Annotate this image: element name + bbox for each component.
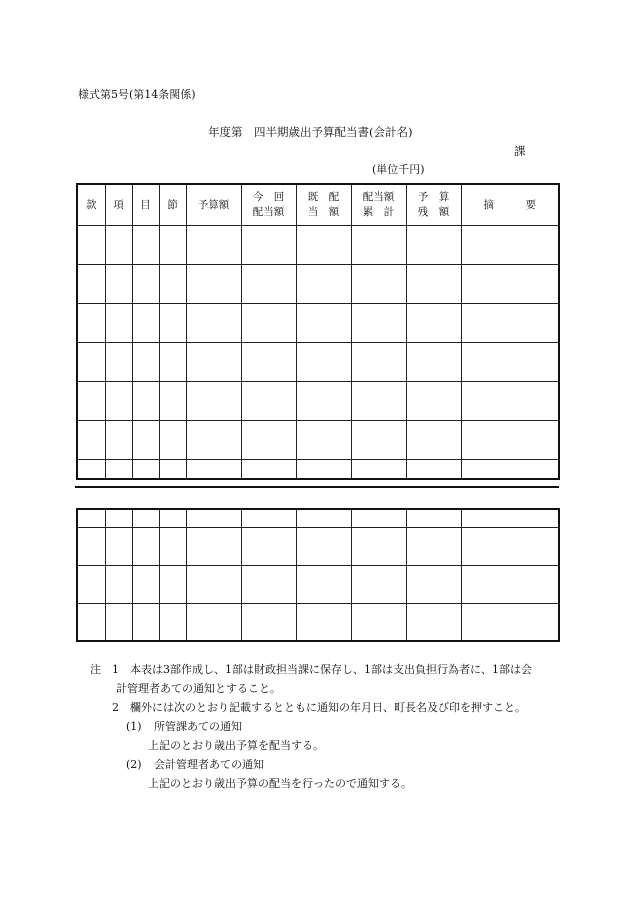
entry-cell[interactable] [406, 460, 461, 479]
entry-cell[interactable] [461, 527, 559, 565]
note-1-text: 本表は3部作成し、1部は財政担当課に保存し、1部は支出負担行為者に、1部は会 [130, 663, 532, 676]
top-table-row [77, 421, 559, 460]
entry-cell[interactable] [351, 226, 406, 265]
entry-cell[interactable] [461, 382, 559, 421]
column-header-3 [159, 184, 186, 226]
entry-cell[interactable] [461, 565, 559, 603]
note-label: 注 [90, 663, 101, 676]
column-header-line1: 摘 要 [483, 198, 536, 211]
column-header-line1: 款 [86, 198, 97, 211]
entry-cell[interactable] [461, 304, 559, 343]
entry-cell[interactable] [241, 421, 296, 460]
column-header-2 [132, 184, 159, 226]
entry-cell[interactable] [77, 527, 105, 565]
subnote-2-body: 上記のとおり歳出予算の配当を行ったので通知する。 [148, 777, 412, 790]
note-1-text-cont: 計管理者あての通知とすること。 [116, 682, 281, 695]
entry-cell[interactable] [105, 565, 132, 603]
entry-cell[interactable] [241, 304, 296, 343]
entry-cell[interactable] [296, 603, 351, 641]
column-header-line1: 目 [140, 198, 151, 211]
entry-cell[interactable] [296, 265, 351, 304]
entry-cell[interactable] [296, 226, 351, 265]
entry-cell[interactable] [132, 226, 159, 265]
column-header-5 [241, 184, 296, 226]
entry-cell[interactable] [105, 509, 132, 527]
allocation-table-bottom [76, 508, 560, 642]
entry-cell[interactable] [351, 509, 406, 527]
entry-cell[interactable] [296, 527, 351, 565]
note-2-text: 欄外には次のとおり記載するとともに通知の年月日、町長名及び印を押すこと。 [130, 701, 526, 714]
entry-cell[interactable] [241, 343, 296, 382]
entry-cell[interactable] [77, 509, 105, 527]
entry-cell[interactable] [105, 304, 132, 343]
entry-cell[interactable] [241, 565, 296, 603]
entry-cell[interactable] [159, 421, 186, 460]
column-header-line1: 既 配 [307, 191, 340, 203]
table-header-row [77, 184, 559, 226]
entry-cell[interactable] [159, 265, 186, 304]
entry-cell[interactable] [406, 527, 461, 565]
entry-cell[interactable] [296, 460, 351, 479]
bottom-table-row [77, 527, 559, 565]
bottom-table-row [77, 509, 559, 527]
entry-cell[interactable] [461, 226, 559, 265]
entry-cell[interactable] [186, 460, 241, 479]
entry-cell[interactable] [351, 603, 406, 641]
top-table-row [77, 460, 559, 479]
column-header-0 [77, 184, 105, 226]
top-table-row [77, 265, 559, 304]
entry-cell[interactable] [132, 382, 159, 421]
entry-cell[interactable] [461, 509, 559, 527]
column-header-line2: 累 計 [362, 206, 395, 218]
entry-cell[interactable] [132, 509, 159, 527]
entry-cell[interactable] [296, 565, 351, 603]
column-header-1 [105, 184, 132, 226]
entry-cell[interactable] [351, 265, 406, 304]
entry-cell[interactable] [351, 460, 406, 479]
entry-cell[interactable] [351, 304, 406, 343]
note-2-number: 2 [112, 701, 119, 714]
entry-cell[interactable] [132, 265, 159, 304]
allocation-table-top [76, 183, 560, 480]
entry-cell[interactable] [105, 460, 132, 479]
subnote-1-body: 上記のとおり歳出予算を配当する。 [148, 739, 324, 752]
entry-cell[interactable] [132, 343, 159, 382]
subnote-1-number: (1) [126, 720, 142, 733]
top-table-row [77, 226, 559, 265]
subnote-2-title: 会計管理者あての通知 [154, 758, 264, 771]
entry-cell[interactable] [159, 603, 186, 641]
top-table-row [77, 382, 559, 421]
column-header-line2: 当 額 [307, 206, 340, 218]
unit-label: (単位千円) [372, 163, 425, 176]
entry-cell[interactable] [159, 226, 186, 265]
subnote-2-number: (2) [126, 758, 142, 771]
column-header-line1: 項 [113, 198, 124, 211]
entry-cell[interactable] [461, 460, 559, 479]
column-header-line1: 予算額 [197, 198, 230, 211]
entry-cell[interactable] [105, 382, 132, 421]
entry-cell[interactable] [461, 265, 559, 304]
note-1-number: 1 [112, 663, 119, 676]
entry-cell[interactable] [406, 421, 461, 460]
entry-cell[interactable] [186, 421, 241, 460]
top-table-row [77, 304, 559, 343]
entry-cell[interactable] [406, 565, 461, 603]
entry-cell[interactable] [77, 421, 105, 460]
entry-cell[interactable] [241, 226, 296, 265]
entry-cell[interactable] [186, 603, 241, 641]
bottom-table-row [77, 603, 559, 641]
entry-cell[interactable] [296, 304, 351, 343]
entry-cell[interactable] [241, 603, 296, 641]
entry-cell[interactable] [296, 421, 351, 460]
entry-cell[interactable] [159, 304, 186, 343]
entry-cell[interactable] [241, 509, 296, 527]
column-header-line1: 今 回 [252, 191, 285, 203]
entry-cell[interactable] [406, 226, 461, 265]
column-header-8 [406, 184, 461, 226]
column-header-line1: 配当額 [362, 191, 395, 203]
entry-cell[interactable] [77, 343, 105, 382]
column-header-4 [186, 184, 241, 226]
entry-cell[interactable] [186, 226, 241, 265]
top-table-row [77, 343, 559, 382]
entry-cell[interactable] [186, 304, 241, 343]
entry-cell[interactable] [77, 603, 105, 641]
entry-cell[interactable] [159, 343, 186, 382]
entry-cell[interactable] [351, 382, 406, 421]
entry-cell[interactable] [351, 565, 406, 603]
entry-cell[interactable] [461, 421, 559, 460]
entry-cell[interactable] [105, 226, 132, 265]
entry-cell[interactable] [159, 565, 186, 603]
entry-cell[interactable] [105, 527, 132, 565]
entry-cell[interactable] [241, 527, 296, 565]
entry-cell[interactable] [77, 565, 105, 603]
entry-cell[interactable] [77, 265, 105, 304]
entry-cell[interactable] [159, 460, 186, 479]
section-label: 課 [514, 144, 526, 158]
entry-cell[interactable] [77, 304, 105, 343]
column-header-line2: 配当額 [252, 206, 285, 218]
entry-cell[interactable] [406, 304, 461, 343]
entry-cell[interactable] [159, 382, 186, 421]
entry-cell[interactable] [132, 603, 159, 641]
entry-cell[interactable] [186, 565, 241, 603]
entry-cell[interactable] [77, 382, 105, 421]
entry-cell[interactable] [186, 509, 241, 527]
bottom-table-row [77, 565, 559, 603]
entry-cell[interactable] [406, 265, 461, 304]
entry-cell[interactable] [186, 265, 241, 304]
entry-cell[interactable] [77, 460, 105, 479]
entry-cell[interactable] [186, 343, 241, 382]
entry-cell[interactable] [351, 343, 406, 382]
entry-cell[interactable] [105, 265, 132, 304]
entry-cell[interactable] [132, 460, 159, 479]
entry-cell[interactable] [77, 226, 105, 265]
entry-cell[interactable] [105, 603, 132, 641]
column-header-9 [461, 184, 559, 226]
column-header-line1: 節 [167, 198, 178, 211]
entry-cell[interactable] [296, 343, 351, 382]
entry-cell[interactable] [105, 421, 132, 460]
entry-cell[interactable] [105, 343, 132, 382]
document-title: 年度第 四半期歳出予算配当書(会計名) [208, 125, 413, 139]
column-header-7 [351, 184, 406, 226]
entry-cell[interactable] [296, 509, 351, 527]
entry-cell[interactable] [461, 603, 559, 641]
column-header-6 [296, 184, 351, 226]
separator-rule [75, 486, 559, 488]
form-number: 様式第5号(第14条関係) [78, 88, 196, 101]
entry-cell[interactable] [461, 343, 559, 382]
column-header-line2: 残 額 [417, 206, 450, 218]
entry-cell[interactable] [406, 382, 461, 421]
entry-cell[interactable] [186, 527, 241, 565]
entry-cell[interactable] [351, 527, 406, 565]
entry-cell[interactable] [186, 382, 241, 421]
entry-cell[interactable] [159, 527, 186, 565]
entry-cell[interactable] [132, 527, 159, 565]
entry-cell[interactable] [241, 382, 296, 421]
entry-cell[interactable] [406, 343, 461, 382]
entry-cell[interactable] [132, 304, 159, 343]
entry-cell[interactable] [351, 421, 406, 460]
entry-cell[interactable] [132, 565, 159, 603]
entry-cell[interactable] [241, 265, 296, 304]
column-header-line1: 予 算 [417, 191, 450, 203]
subnote-1-title: 所管課あての通知 [154, 720, 242, 733]
entry-cell[interactable] [406, 509, 461, 527]
entry-cell[interactable] [406, 603, 461, 641]
entry-cell[interactable] [241, 460, 296, 479]
entry-cell[interactable] [296, 382, 351, 421]
entry-cell[interactable] [159, 509, 186, 527]
entry-cell[interactable] [132, 421, 159, 460]
